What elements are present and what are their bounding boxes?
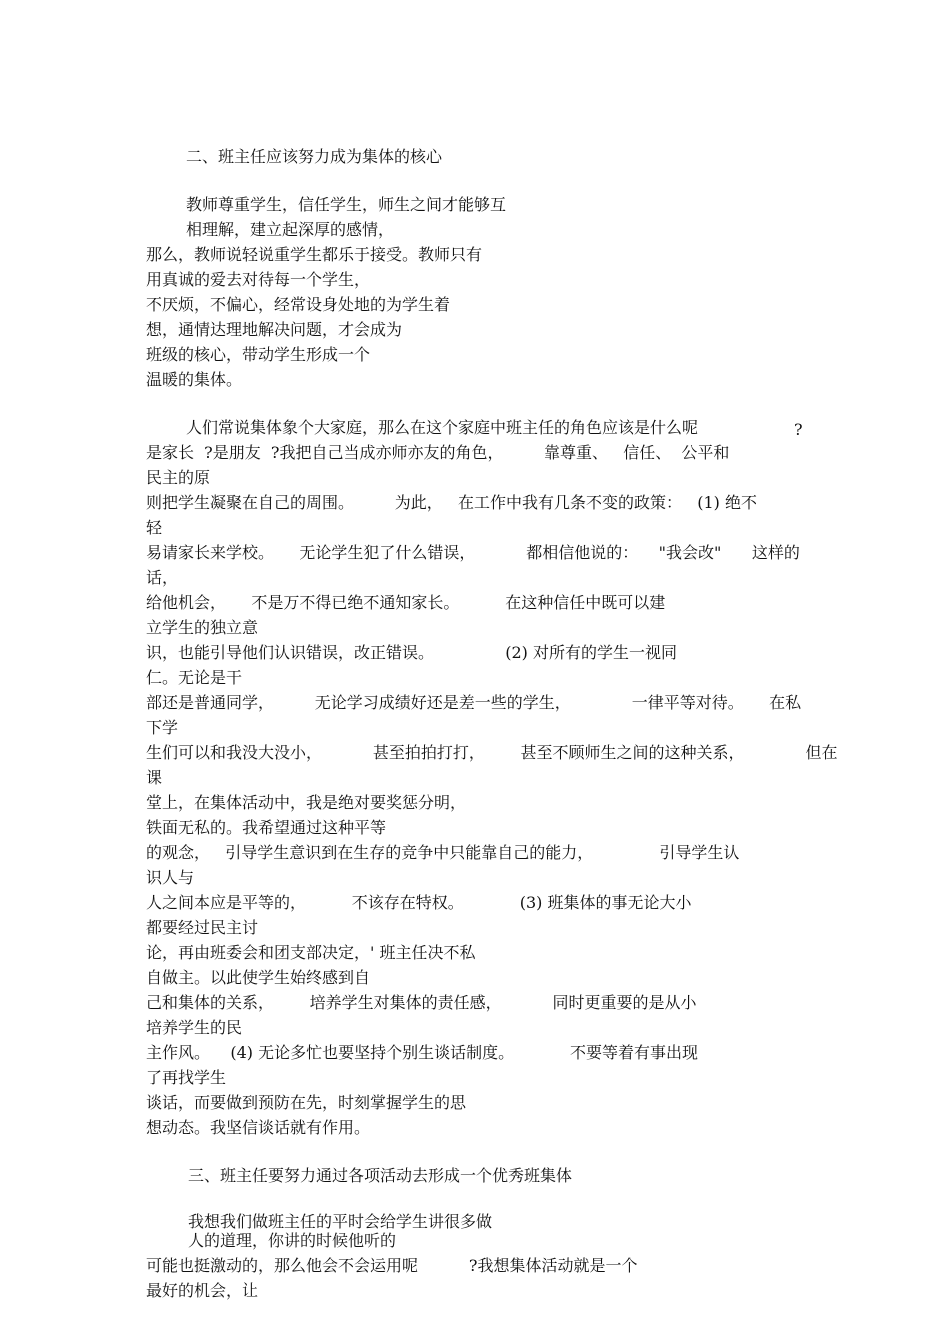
text-line: 了再找学生 <box>146 1068 227 1087</box>
text-line: 我想我们做班主任的平时会给学生讲很多做 <box>188 1212 493 1231</box>
text-line: 想动态。我坚信谈话就有作用。 <box>146 1118 371 1137</box>
text-line: 堂上，在集体活动中，我是绝对要奖惩分明， <box>146 793 467 812</box>
text-line: 人们常说集体象个大家庭，那么在这个家庭中班主任的角色应该是什么呢 <box>186 418 699 437</box>
text-line: 己和集体的关系， 培养学生对集体的责任感， 同时更重要的是从小 <box>146 993 697 1012</box>
text-line: 识，也能引导他们认识错误，改正错误。 (2) 对所有的学生一视同 <box>146 643 677 662</box>
text-line: 想，通情达理地解决问题，才会成为 <box>146 320 403 339</box>
text-line: 培养学生的民 <box>146 1018 243 1037</box>
text-line: 可能也挺激动的，那么他会不会运用呢 ?我想集体活动就是一个 <box>146 1256 638 1275</box>
heading-section-2: 二、班主任应该努力成为集体的核心 <box>186 147 443 166</box>
text-line: 是家长 ?是朋友 ?我把自己当成亦师亦友的角色， <box>146 443 504 462</box>
text-line: 则把学生凝聚在自己的周围。 为此， 在工作中我有几条不变的政策： (1) 绝不 <box>146 493 757 512</box>
text-line: 那么，教师说轻说重学生都乐于接受。教师只有 <box>146 245 483 264</box>
text-line: 铁面无私的。我希望通过这种平等 <box>146 818 387 837</box>
text-line: 不厌烦，不偏心，经常设身处地的为学生着 <box>146 295 451 314</box>
text-line: 谈话，而要做到预防在先，时刻掌握学生的思 <box>146 1093 467 1112</box>
text-line: 自做主。以此使学生始终感到自 <box>146 968 371 987</box>
text-line: 主作风。 (4) 无论多忙也要坚持个别生谈话制度。 不要等着有事出现 <box>146 1043 699 1062</box>
text-line: 话， <box>146 568 179 587</box>
text-line: 立学生的独立意 <box>146 618 259 637</box>
text-line: 都要经过民主讨 <box>146 918 259 937</box>
text-line: 教师尊重学生，信任学生，师生之间才能够互 <box>186 195 507 214</box>
text-line: 班级的核心，带动学生形成一个 <box>146 345 371 364</box>
text-line: 人的道理，你讲的时候他听的 <box>188 1231 397 1250</box>
text-line: 识人与 <box>146 868 195 887</box>
text-line: 民主的原 <box>146 468 211 487</box>
text-line: 生们可以和我没大没小， 甚至拍拍打打， 甚至不顾师生之间的这种关系， 但在 <box>146 743 838 762</box>
text-line: 人之间本应是平等的， 不该存在特权。 (3) 班集体的事无论大小 <box>146 893 692 912</box>
text-line: 最好的机会，让 <box>146 1281 259 1300</box>
text-line: 用真诚的爱去对待每一个学生， <box>146 270 371 289</box>
text-line: 给他机会， 不是万不得已绝不通知家长。 在这种信任中既可以建 <box>146 593 666 612</box>
text-line: 温暖的集体。 <box>146 370 243 389</box>
text-line: 的观念， 引导学生意识到在生存的竞争中只能靠自己的能力， 引导学生认 <box>146 843 740 862</box>
text-line: 论，再由班委会和团支部决定，' 班主任决不私 <box>146 943 476 962</box>
text-line: 靠尊重、 信任、 公平和 <box>544 443 730 462</box>
text-line: 轻 <box>146 518 163 537</box>
text-line: 下学 <box>146 718 179 737</box>
heading-section-3: 三、班主任要努力通过各项活动去形成一个优秀班集体 <box>188 1166 573 1185</box>
text-line: 相理解，建立起深厚的感情， <box>186 220 395 239</box>
text-line: 课 <box>146 768 163 787</box>
text-line: ? <box>794 420 803 439</box>
text-line: 易请家长来学校。 无论学生犯了什么错误， 都相信他说的： "我会改" 这样的 <box>146 543 800 562</box>
text-line: 部还是普通同学， 无论学习成绩好还是差一些的学生， 一律平等对待。 在私 <box>146 693 802 712</box>
text-line: 仁。无论是干 <box>146 668 243 687</box>
